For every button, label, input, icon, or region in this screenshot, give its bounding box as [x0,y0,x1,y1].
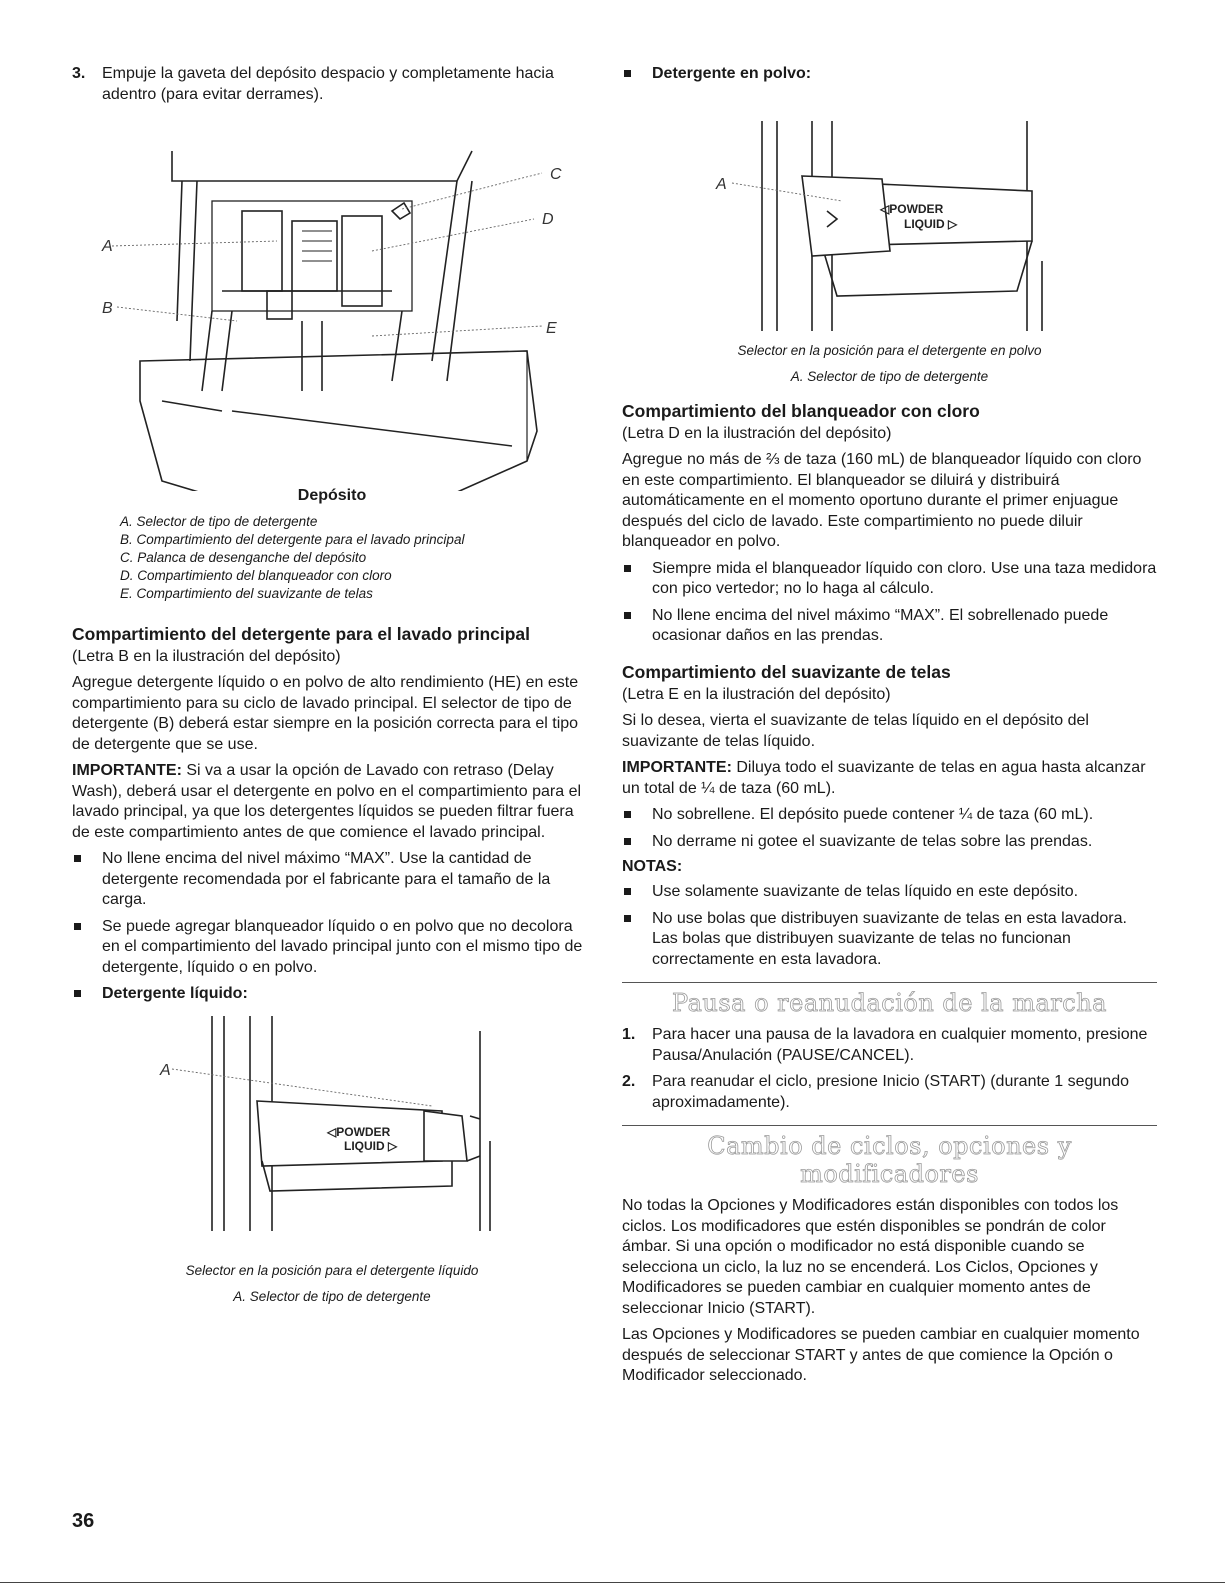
powder-selector-illustration [622,91,1157,331]
main-wash-subtitle: (Letra B en la ilustración del depósito) [72,647,341,665]
selector-powder-text: ◁POWDER [327,1124,391,1139]
notes-label: NOTAS: [622,858,683,875]
dispenser-illustration [72,111,592,491]
legend-item: C. Palanca de desenganche del depósito [120,549,367,565]
bullet-item: No use bolas que distribuyen suavizante de telas en esta lavadora. Las bolas que distribuyen suavizante de telas no funcionan correctamente en esta lavadora. [622,909,1157,971]
softener-important [622,758,1157,799]
liquid-selector-illustration [72,1011,592,1251]
bullet-item: No llene encima del nivel máximo “MAX”. Use la cantidad de detergente recomendada por el fabricante para el tamaño de la carga. [72,849,592,911]
right-column [622,64,1157,1393]
powder-detergent-label: Detergente en polvo: [622,64,1157,85]
bullet-item: Se puede agregar blanqueador líquido o en polvo que no decolora en el compartimiento del lavado principal junto con el mismo tipo de detergente, líquido o en polvo. [72,917,592,979]
legend-item: D. Compartimiento del blanqueador con cloro [120,567,392,583]
main-wash-paragraph: Agregue detergente líquido o en polvo de alto rendimiento (HE) en este compartimiento para su ciclo de lavado principal. El selector de tipo de detergente (B) deberá estar siempre en la posición correcta para el tipo de detergente que se use. [72,674,579,753]
pause-step: 2. Para reanudar el ciclo, presione Inicio (START) (durante 1 segundo aproximadamente). [622,1073,1129,1111]
selector-liquid-text: LIQUID ▷ [344,1138,398,1153]
bullet-item: No llene encima del nivel máximo “MAX”. El sobrellenado puede ocasionar daños en las prendas. [622,606,1157,647]
legend-item: A. Selector de tipo de detergente [120,513,318,529]
bleach-subtitle: (Letra D en la ilustración del depósito) [622,424,892,442]
section-divider [622,1125,1157,1126]
figure-title: Depósito [297,487,367,504]
label-d: D [542,211,554,228]
pause-section-title: Pausa o reanudación de la marcha [672,989,1107,1017]
softener-subtitle: (Letra E en la ilustración del depósito) [622,685,891,703]
page-number: 36 [72,1510,95,1532]
bleach-heading: Compartimiento del blanqueador con cloro [622,400,980,421]
bleach-paragraph: Agregue no más de ⅔ de taza (160 mL) de blanqueador líquido con cloro en este compartimiento. El blanqueador se diluirá y distribuirá automáticamente en el momento oportuno durante el primer enjuague después del ciclo de lavado. Este compartimiento no puede diluir blanqueador en polvo. [622,451,1142,550]
main-wash-important [72,761,592,843]
step-number: 3. [72,65,86,82]
label-a: A [102,238,113,255]
change-paragraph-2: Las Opciones y Modificadores se pueden cambiar en cualquier momento después de seleccionar START y antes de que comience la Opción o Modificador seleccionado. [622,1326,1140,1384]
figure-legend [120,513,592,603]
important-label: IMPORTANTE: [72,762,182,779]
selector-liquid-text: LIQUID ▷ [904,216,958,231]
legend-item: B. Compartimiento del detergente para el lavado principal [120,531,465,547]
change-section-title: Cambio de ciclos, opciones y modificadores [707,1132,1072,1188]
bullet-item: No sobrellene. El depósito puede contener ¼ de taza (60 mL). [622,805,1157,826]
step-3 [72,64,592,105]
page-bottom-rule [0,1582,1225,1583]
bullet-item: Use solamente suavizante de telas líquido en este depósito. [622,882,1157,903]
liquid-detergent-label: Detergente líquido: [72,984,592,1005]
liquid-figure-caption: Selector en la posición para el detergente líquido A. Selector de tipo de detergente [185,1262,479,1304]
selector-powder-text: ◁POWDER [880,201,944,216]
label-c: C [550,166,562,183]
label-a: A [160,1061,171,1079]
powder-figure-caption: Selector en la posición para el detergente en polvo A. Selector de tipo de detergente [737,342,1042,384]
label-e: E [546,320,557,337]
bullet-item: Siempre mida el blanqueador líquido con cloro. Use una taza medidora con pico vertedor; no lo haga al cálculo. [622,559,1157,600]
important-text: Si va a usar la opción de Lavado con retraso (Delay Wash), deberá usar el detergente en polvo en el compartimiento para el lavado principal, ya que los detergentes líquidos se pueden filtrar fuera de este compartimiento antes de que comience el lavado principal. [72,762,582,841]
legend-item: E. Compartimiento del suavizante de telas [120,585,373,601]
label-a: A [716,175,727,193]
important-label: IMPORTANTE: [622,759,732,776]
bullet-item: No derrame ni gotee el suavizante de telas sobre las prendas. [622,832,1157,853]
section-divider [622,982,1157,983]
important-text: Diluya todo el suavizante de telas en agua hasta alcanzar un total de ¼ de taza (60 mL). [622,759,1146,797]
pause-step: 1. Para hacer una pausa de la lavadora en cualquier momento, presione Pausa/Anulación (PAUSE/CANCEL). [622,1026,1148,1064]
step-text: Empuje la gaveta del depósito despacio y completamente hacia adentro (para evitar derrames). [102,65,554,103]
label-b: B [102,300,113,317]
softener-paragraph: Si lo desea, vierta el suavizante de telas líquido en el depósito del suavizante de telas líquido. [622,712,1089,750]
main-wash-heading: Compartimiento del detergente para el lavado principal [72,623,531,644]
change-paragraph-1: No todas la Opciones y Modificadores están disponibles con todos los ciclos. Los modificadores que estén disponibles se pondrán de color ámbar. Si una opción o modificador no está disponible cuando se selecciona un ciclo, la luz no se encenderá. Los Ciclos, Opciones y Modificadores se pueden cambiar en cualquier momento antes de seleccionar Inicio (START). [622,1197,1119,1317]
softener-heading: Compartimiento del suavizante de telas [622,661,951,682]
left-column [72,64,592,1316]
